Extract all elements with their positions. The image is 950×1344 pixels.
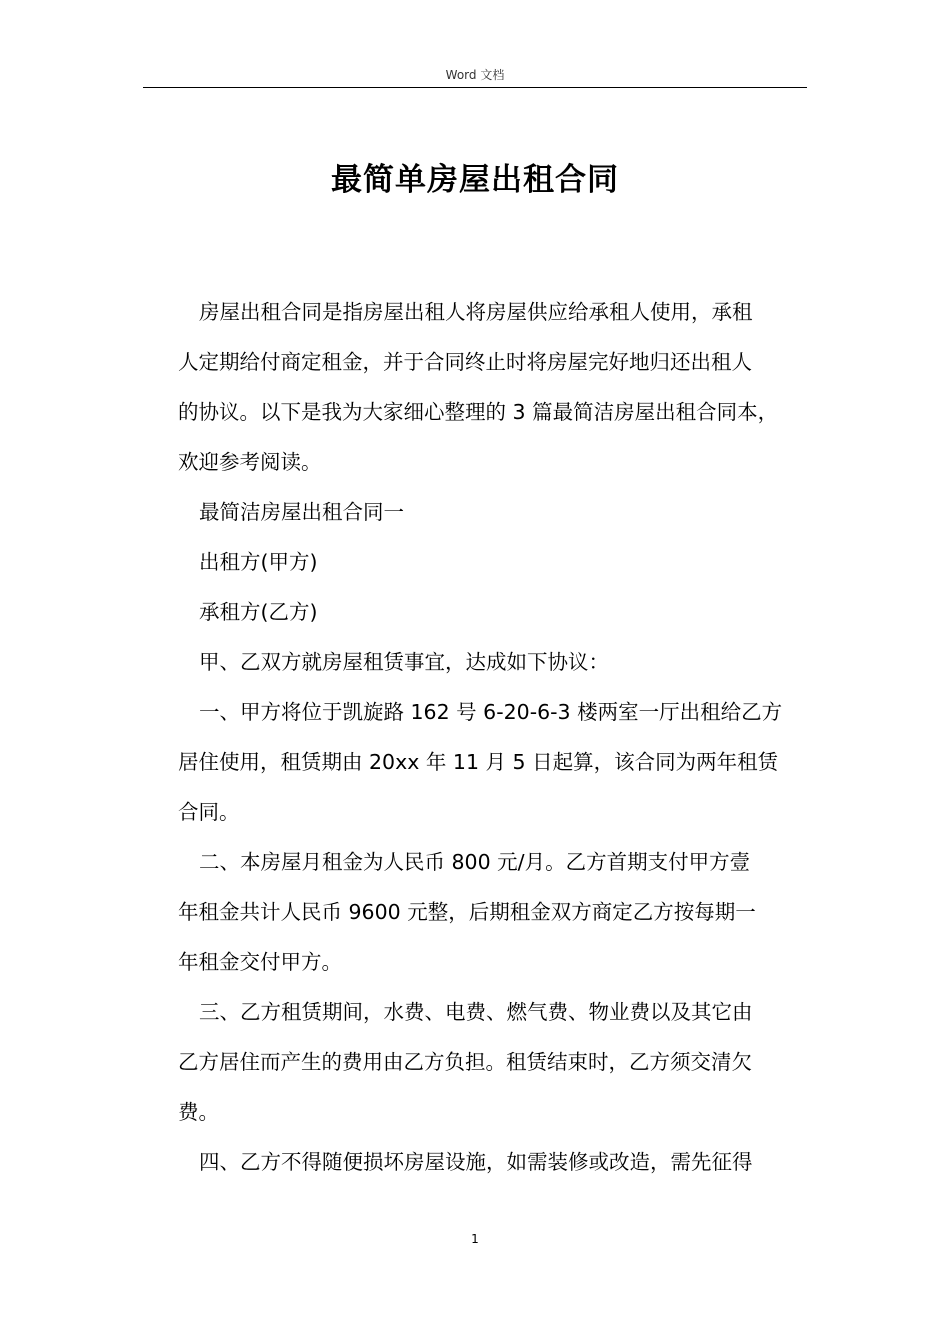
paragraph-line: 年租金交付甲方。	[178, 950, 342, 974]
paragraph-line: 甲、乙双方就房屋租赁事宜，达成如下协议：	[199, 650, 609, 674]
paragraph-line: 三、乙方租赁期间，水费、电费、燃气费、物业费以及其它由	[199, 1000, 753, 1024]
paragraph-line: 合同。	[178, 800, 240, 824]
section-heading	[178, 487, 818, 537]
clause-3	[178, 987, 818, 1137]
paragraph-line: 最简洁房屋出租合同一	[199, 500, 404, 524]
paragraph-line: 费。	[178, 1100, 219, 1124]
agreement-preamble	[178, 637, 818, 687]
page-header: Word 文档	[445, 68, 505, 82]
paragraph-line: 房屋出租合同是指房屋出租人将房屋供应给承租人使用，承租	[199, 300, 753, 324]
paragraph-line: 人定期给付商定租金，并于合同终止时将房屋完好地归还出租人	[178, 350, 752, 374]
paragraph-line: 居住使用，租赁期由 20xx 年 11 月 5 日起算，该合同为两年租赁	[178, 750, 779, 774]
clause-4	[178, 1137, 818, 1187]
paragraph-line: 的协议。以下是我为大家细心整理的 3 篇最简洁房屋出租合同本，	[178, 400, 779, 424]
paragraph-line: 乙方居住而产生的费用由乙方负担。租赁结束时，乙方须交清欠	[178, 1050, 752, 1074]
clause-2	[178, 837, 818, 987]
header-divider	[143, 87, 807, 88]
paragraph-intro	[178, 287, 818, 487]
page-number: 1	[471, 1232, 479, 1246]
paragraph-line: 年租金共计人民币 9600 元整，后期租金双方商定乙方按每期一	[178, 900, 756, 924]
party-lessee	[178, 587, 818, 637]
paragraph-line: 出租方(甲方)	[199, 550, 318, 574]
document-title: 最简单房屋出租合同	[331, 162, 619, 198]
clause-1	[178, 687, 818, 837]
document-body	[178, 287, 818, 1187]
party-lessor	[178, 537, 818, 587]
paragraph-line: 欢迎参考阅读。	[178, 450, 322, 474]
paragraph-line: 一、甲方将位于凯旋路 162 号 6-20-6-3 楼两室一厅出租给乙方	[199, 700, 783, 724]
paragraph-line: 四、乙方不得随便损坏房屋设施，如需装修或改造，需先征得	[199, 1150, 753, 1174]
paragraph-line: 二、本房屋月租金为人民币 800 元/月。乙方首期支付甲方壹	[199, 850, 751, 874]
paragraph-line: 承租方(乙方)	[199, 600, 318, 624]
